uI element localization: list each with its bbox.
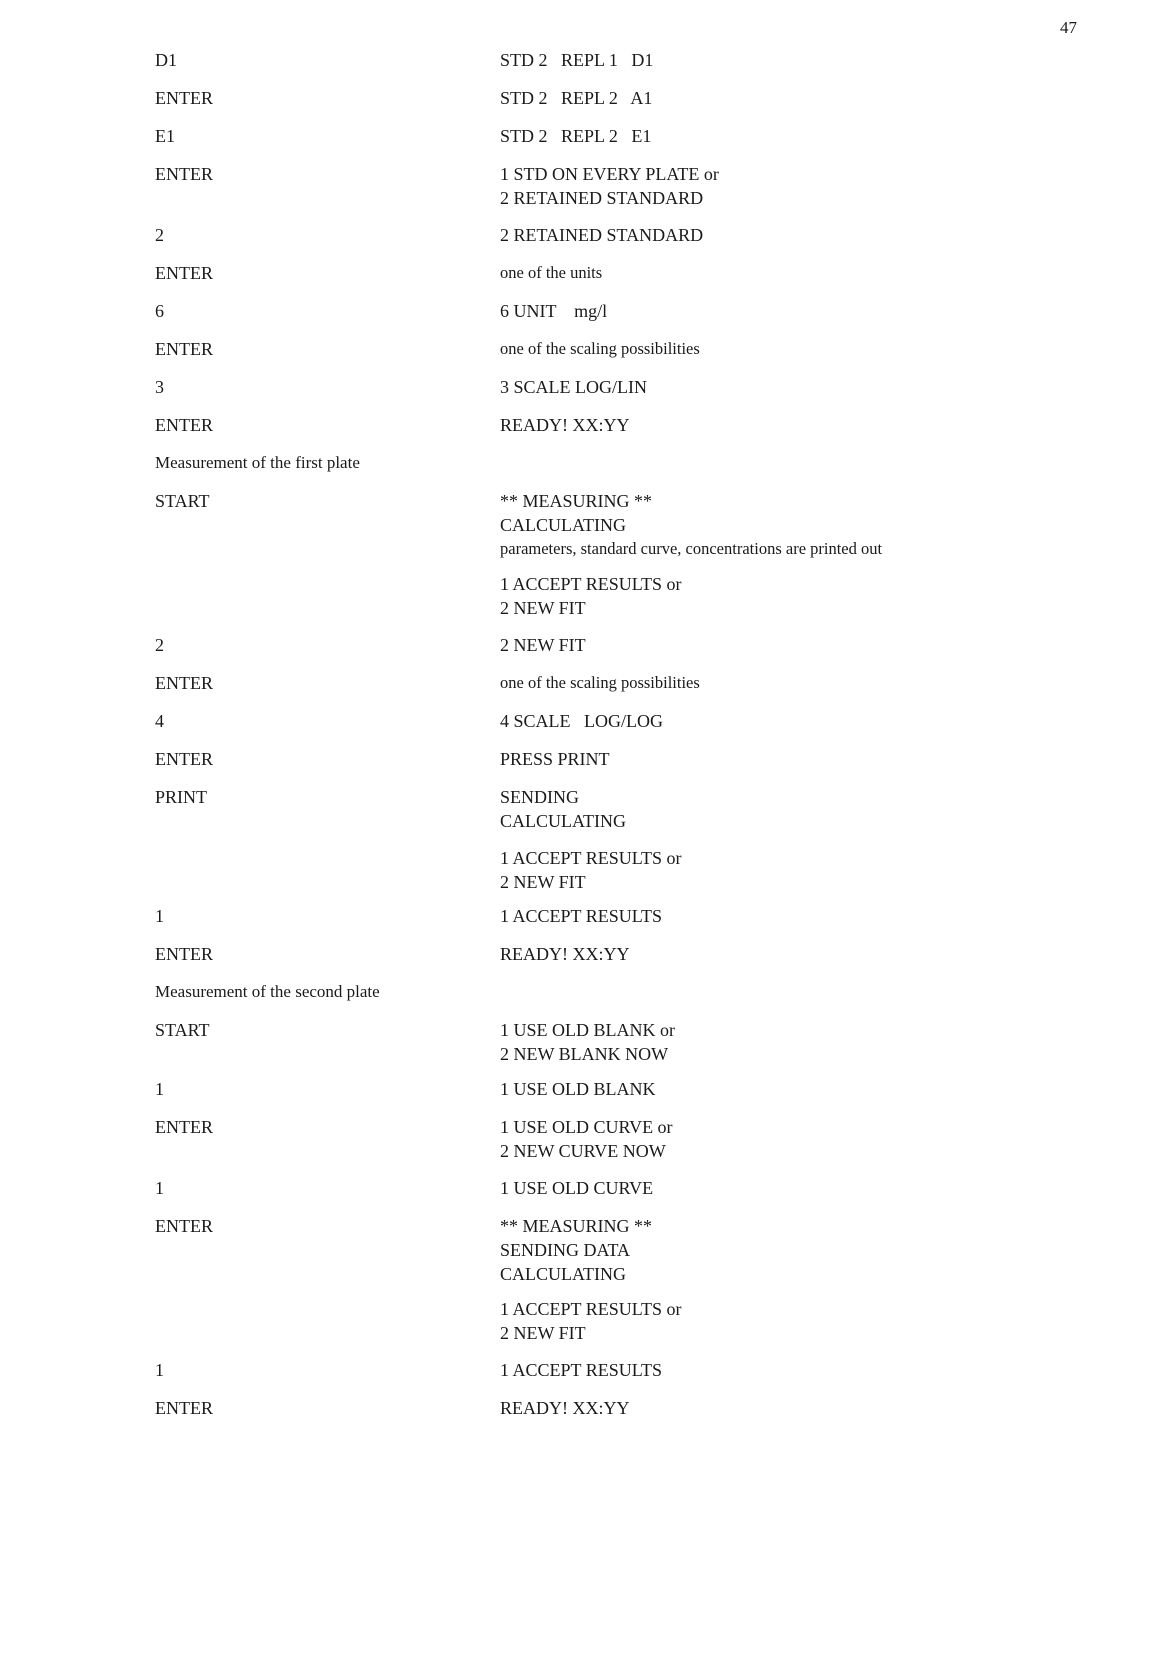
- display-line: 1 USE OLD CURVE: [500, 1178, 654, 1198]
- display-response: [500, 337, 1160, 361]
- display-line: 4 SCALE LOG/LOG: [500, 711, 663, 731]
- key-input: ENTER: [155, 339, 213, 359]
- display-line: ** MEASURING **: [500, 491, 653, 511]
- display-response: [500, 1176, 1160, 1200]
- display-response: [500, 261, 1160, 285]
- display-response: [500, 633, 1160, 657]
- key-input: 6: [155, 301, 164, 321]
- display-line: 2 RETAINED STANDARD: [500, 188, 704, 208]
- display-line: STD 2 REPL 2 E1: [500, 126, 652, 146]
- display-line: one of the scaling possibilities: [500, 339, 700, 358]
- key-input: ENTER: [155, 673, 213, 693]
- key-input: 2: [155, 635, 164, 655]
- key-input: PRINT: [155, 787, 208, 807]
- display-line: 1 USE OLD BLANK: [500, 1079, 656, 1099]
- display-line: SENDING: [500, 787, 579, 807]
- key-input: ENTER: [155, 944, 213, 964]
- key-input: 1: [155, 1360, 164, 1380]
- display-line: parameters, standard curve, concentrations are printed out: [500, 539, 883, 558]
- key-input: ENTER: [155, 1398, 213, 1418]
- display-line: READY! XX:YY: [500, 1398, 630, 1418]
- key-input: 4: [155, 711, 164, 731]
- display-response: [500, 375, 1160, 399]
- display-response: [500, 1396, 1160, 1420]
- key-input: 3: [155, 377, 164, 397]
- display-response: [500, 747, 1160, 771]
- key-input: 1: [155, 906, 164, 926]
- display-line: CALCULATING: [500, 811, 626, 831]
- display-response: [500, 48, 1160, 72]
- display-line: 1 ACCEPT RESULTS: [500, 1360, 663, 1380]
- key-input: START: [155, 1020, 210, 1040]
- display-response: [500, 1297, 1160, 1345]
- display-line: one of the scaling possibilities: [500, 673, 700, 692]
- display-line: 2 NEW FIT: [500, 1323, 586, 1343]
- display-line: READY! XX:YY: [500, 944, 630, 964]
- key-input: START: [155, 491, 210, 511]
- display-response: [500, 1214, 1160, 1286]
- key-input: ENTER: [155, 88, 213, 108]
- display-line: 2 NEW FIT: [500, 598, 586, 618]
- display-line: 2 NEW FIT: [500, 872, 586, 892]
- display-response: [500, 1358, 1160, 1382]
- display-response: [500, 1018, 1160, 1066]
- display-response: [500, 223, 1160, 247]
- key-input: ENTER: [155, 749, 213, 769]
- display-response: [500, 709, 1160, 733]
- display-line: STD 2 REPL 2 A1: [500, 88, 653, 108]
- key-input: ENTER: [155, 1117, 213, 1137]
- display-line: PRESS PRINT: [500, 749, 610, 769]
- display-line: 2 RETAINED STANDARD: [500, 225, 704, 245]
- display-line: 6 UNIT mg/l: [500, 301, 608, 321]
- display-response: [500, 299, 1160, 323]
- display-response: [500, 572, 1160, 620]
- display-line: 1 ACCEPT RESULTS or: [500, 1299, 682, 1319]
- display-line: 2 NEW CURVE NOW: [500, 1141, 666, 1161]
- key-input: ENTER: [155, 164, 213, 184]
- key-input: E1: [155, 126, 175, 146]
- display-line: STD 2 REPL 1 D1: [500, 50, 654, 70]
- display-line: 1 USE OLD BLANK or: [500, 1020, 675, 1040]
- key-input: 1: [155, 1079, 164, 1099]
- display-line: 1 ACCEPT RESULTS or: [500, 848, 682, 868]
- display-line: SENDING DATA: [500, 1240, 631, 1260]
- display-response: [500, 162, 1160, 210]
- display-response: [500, 942, 1160, 966]
- display-line: 1 ACCEPT RESULTS: [500, 906, 663, 926]
- key-input: ENTER: [155, 263, 213, 283]
- display-response: [500, 413, 1160, 437]
- display-response: [500, 489, 1160, 561]
- key-input: ENTER: [155, 1216, 213, 1236]
- key-input: ENTER: [155, 415, 213, 435]
- section-heading: Measurement of the first plate: [155, 453, 360, 472]
- display-line: 1 STD ON EVERY PLATE or: [500, 164, 719, 184]
- display-line: one of the units: [500, 263, 603, 282]
- key-input: 1: [155, 1178, 164, 1198]
- display-line: ** MEASURING **: [500, 1216, 653, 1236]
- display-line: CALCULATING: [500, 515, 626, 535]
- display-line: 2 NEW FIT: [500, 635, 586, 655]
- display-response: [500, 671, 1160, 695]
- display-line: 1 ACCEPT RESULTS or: [500, 574, 682, 594]
- page-number: 47: [1060, 18, 1077, 37]
- key-input: D1: [155, 50, 177, 70]
- display-line: 1 USE OLD CURVE or: [500, 1117, 673, 1137]
- section-heading: Measurement of the second plate: [155, 982, 380, 1001]
- display-response: [500, 86, 1160, 110]
- key-input: 2: [155, 225, 164, 245]
- display-response: [500, 904, 1160, 928]
- display-response: [500, 124, 1160, 148]
- display-line: 3 SCALE LOG/LIN: [500, 377, 647, 397]
- display-line: 2 NEW BLANK NOW: [500, 1044, 669, 1064]
- display-response: [500, 785, 1160, 833]
- display-response: [500, 1115, 1160, 1163]
- display-line: READY! XX:YY: [500, 415, 630, 435]
- display-line: CALCULATING: [500, 1264, 626, 1284]
- display-response: [500, 846, 1160, 894]
- display-response: [500, 1077, 1160, 1101]
